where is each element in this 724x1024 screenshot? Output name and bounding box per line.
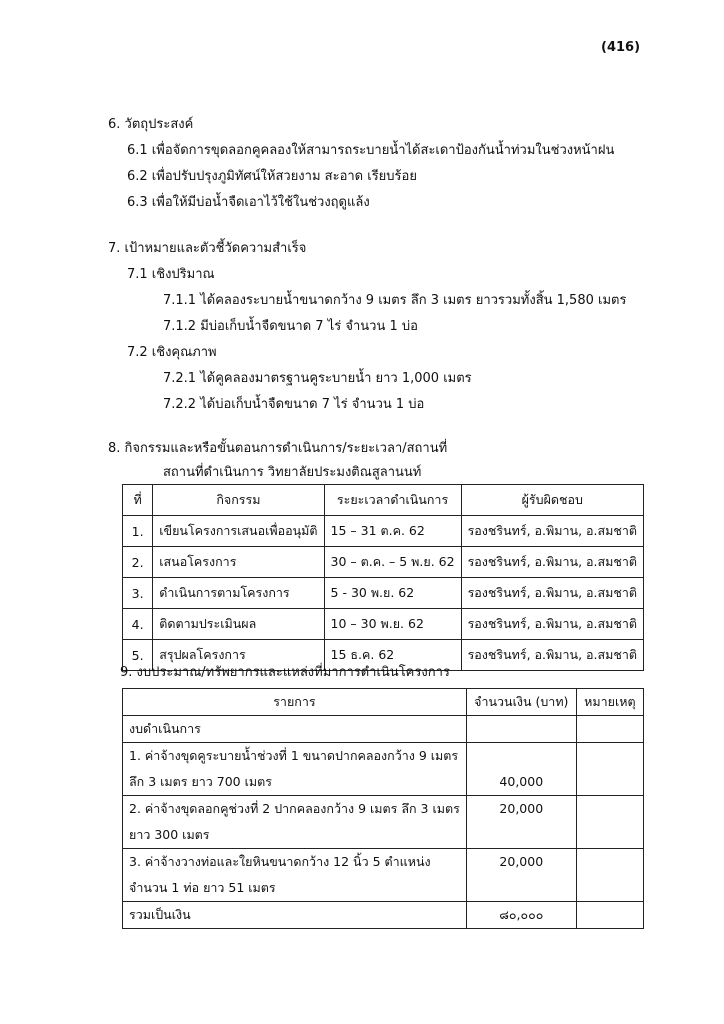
amount-cell: 20,000	[466, 796, 576, 849]
goal-item: 7.2.2 ได้บ่อเก็บน้ำจืดขนาด 7 ไร่ จำนวน 1 บ่อ	[163, 397, 425, 412]
item-line: จำนวน 1 ท่อ ยาว 51 เมตร	[129, 880, 276, 895]
duration-cell: 30 – ต.ค. – 5 พ.ย. 62	[324, 547, 461, 578]
table-row	[123, 547, 644, 578]
table-row	[123, 516, 644, 547]
column-header: หมายเหตุ	[576, 689, 643, 716]
location-text: สถานที่ดำเนินการ วิทยาลัยประมงติณสูลานนท์	[163, 465, 422, 480]
activity-cell: เสนอโครงการ	[153, 547, 324, 578]
table-total-row	[123, 902, 644, 929]
goal-subheading: 7.2 เชิงคุณภาพ	[127, 345, 217, 360]
duration-cell: 15 – 31 ต.ค. 62	[324, 516, 461, 547]
budget-table	[122, 688, 644, 929]
goal-subheading: 7.1 เชิงปริมาณ	[127, 267, 215, 282]
amount-cell: 20,000	[466, 849, 576, 902]
row-number: 5.	[123, 640, 153, 671]
responsible-cell: รองชรินทร์, อ.พิมาน, อ.สมชาติ	[461, 578, 643, 609]
activity-table	[122, 484, 644, 671]
duration-cell: 15 ธ.ค. 62	[324, 640, 461, 671]
section-8-heading: 8. กิจกรรมและหรือขั้นตอนการดำเนินการ/ระยะเวลา/สถานที่	[108, 441, 448, 456]
duration-cell: 10 – 30 พ.ย. 62	[324, 609, 461, 640]
table-row	[123, 578, 644, 609]
responsible-cell: รองชรินทร์, อ.พิมาน, อ.สมชาติ	[461, 640, 643, 671]
table-row	[123, 716, 644, 743]
section-7-heading: 7. เป้าหมายและตัวชี้วัดความสำเร็จ	[108, 241, 307, 256]
note-cell	[576, 743, 643, 796]
note-cell	[576, 849, 643, 902]
item-line: ลึก 3 เมตร ยาว 700 เมตร	[129, 774, 272, 789]
group-label: งบดำเนินการ	[123, 716, 467, 743]
empty-cell	[576, 716, 643, 743]
row-number: 3.	[123, 578, 153, 609]
table-row	[123, 743, 644, 796]
responsible-cell: รองชรินทร์, อ.พิมาน, อ.สมชาติ	[461, 609, 643, 640]
note-cell	[576, 796, 643, 849]
item-line: 2. ค่าจ้างขุดลอกคูช่วงที่ 2 ปากคลองกว้าง 9 เมตร ลึก 3 เมตร	[129, 801, 460, 816]
column-header: ที่	[123, 485, 153, 516]
duration-cell: 5 - 30 พ.ย. 62	[324, 578, 461, 609]
empty-cell	[576, 902, 643, 929]
activity-cell: ติดตามประเมินผล	[153, 609, 324, 640]
goal-item: 7.1.2 มีบ่อเก็บน้ำจืดขนาด 7 ไร่ จำนวน 1 บ่อ	[163, 319, 418, 334]
budget-item	[123, 796, 467, 849]
item-line: ยาว 300 เมตร	[129, 827, 210, 842]
objective-item: 6.1 เพื่อจัดการขุดลอกคูคลองให้สามารถระบายน้ำได้สะเดาป้องกันน้ำท่วมในช่วงหน้าฝน	[127, 143, 615, 158]
activity-cell: สรุปผลโครงการ	[153, 640, 324, 671]
amount-cell: 40,000	[466, 743, 576, 796]
table-row	[123, 849, 644, 902]
section-9-heading: 9. งบประมาณ/ทรัพยากรและแหล่งที่มาการดำเนินโครงการ	[120, 665, 450, 680]
column-header: ระยะเวลาดำเนินการ	[324, 485, 461, 516]
row-number: 2.	[123, 547, 153, 578]
section-6-heading: 6. วัตถุประสงค์	[108, 117, 194, 132]
activity-cell: ดำเนินการตามโครงการ	[153, 578, 324, 609]
table-row	[123, 609, 644, 640]
page-number: (416)	[601, 40, 641, 55]
column-header: ผู้รับผิดชอบ	[461, 485, 643, 516]
item-line: 3. ค่าจ้างวางท่อและใยหินขนาดกว้าง 12 นิ้ว 5 ตำแหน่ง	[129, 854, 431, 869]
responsible-cell: รองชรินทร์, อ.พิมาน, อ.สมชาติ	[461, 547, 643, 578]
column-header: กิจกรรม	[153, 485, 324, 516]
table-header-row	[123, 689, 644, 716]
table-header-row	[123, 485, 644, 516]
activity-cell: เขียนโครงการเสนอเพื่ออนุมัติ	[153, 516, 324, 547]
column-header: จำนวนเงิน (บาท)	[466, 689, 576, 716]
budget-item	[123, 849, 467, 902]
objective-item: 6.3 เพื่อให้มีบ่อน้ำจืดเอาไว้ใช้ในช่วงฤดูแล้ง	[127, 195, 370, 210]
goal-item: 7.1.1 ได้คลองระบายน้ำขนาดกว้าง 9 เมตร ลึก 3 เมตร ยาวรวมทั้งสิ้น 1,580 เมตร	[163, 293, 627, 308]
table-row	[123, 796, 644, 849]
total-label: รวมเป็นเงิน	[123, 902, 467, 929]
column-header: รายการ	[123, 689, 467, 716]
item-line: 1. ค่าจ้างขุดคูระบายน้ำช่วงที่ 1 ขนาดปากคลองกว้าง 9 เมตร	[129, 748, 459, 763]
total-amount: ๘๐,๐๐๐	[466, 902, 576, 929]
budget-item	[123, 743, 467, 796]
responsible-cell: รองชรินทร์, อ.พิมาน, อ.สมชาติ	[461, 516, 643, 547]
empty-cell	[466, 716, 576, 743]
goal-item: 7.2.1 ได้คูคลองมาตรฐานคูระบายน้ำ ยาว 1,000 เมตร	[163, 371, 472, 386]
row-number: 1.	[123, 516, 153, 547]
objective-item: 6.2 เพื่อปรับปรุงภูมิทัศน์ให้สวยงาม สะอาด เรียบร้อย	[127, 169, 417, 184]
row-number: 4.	[123, 609, 153, 640]
